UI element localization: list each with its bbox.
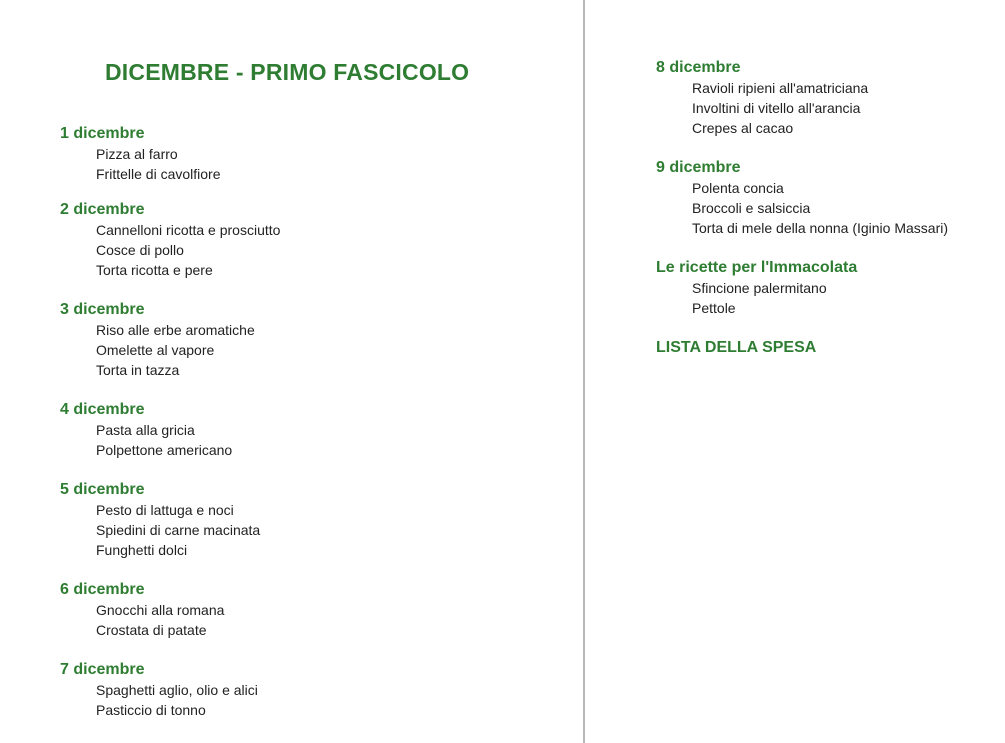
- recipe-item: Torta di mele della nonna (Iginio Massari): [692, 220, 949, 236]
- section-heading: 6 dicembre: [60, 581, 145, 598]
- recipe-item: Torta ricotta e pere: [96, 262, 213, 278]
- section-heading: Le ricette per l'Immacolata: [656, 259, 858, 276]
- recipe-item: Crostata di patate: [96, 622, 207, 638]
- day-section-6: [60, 580, 224, 640]
- section-heading: 2 dicembre: [60, 201, 145, 218]
- recipe-item: Pasta alla gricia: [96, 422, 195, 438]
- day-section-7: [60, 660, 258, 720]
- recipe-item: Broccoli e salsiccia: [692, 200, 811, 216]
- day-section-3: [60, 300, 255, 380]
- day-section-8: [656, 58, 868, 138]
- recipe-list: [60, 220, 280, 280]
- recipe-item: Riso alle erbe aromatiche: [96, 322, 255, 338]
- recipe-list: [656, 78, 868, 138]
- right-page: [585, 0, 1005, 743]
- recipe-item: Cannelloni ricotta e prosciutto: [96, 222, 281, 238]
- recipe-item: Pesto di lattuga e noci: [96, 502, 234, 518]
- recipe-item: Sfincione palermitano: [692, 280, 827, 296]
- recipe-list: [656, 278, 857, 318]
- shopping-list-section: [656, 338, 816, 358]
- section-heading: 1 dicembre: [60, 125, 145, 142]
- recipe-item: Crepes al cacao: [692, 120, 794, 136]
- recipe-list: [60, 420, 232, 460]
- recipe-item: Cosce di pollo: [96, 242, 184, 258]
- section-heading: 9 dicembre: [656, 159, 741, 176]
- day-section-9: [656, 158, 948, 238]
- section-heading: 8 dicembre: [656, 59, 741, 76]
- recipe-list: [60, 500, 260, 560]
- recipe-item: Torta in tazza: [96, 362, 180, 378]
- recipe-item: Funghetti dolci: [96, 542, 188, 558]
- day-section-2: [60, 200, 280, 280]
- recipe-item: Polenta concia: [692, 180, 784, 196]
- recipe-item: Spiedini di carne macinata: [96, 522, 261, 538]
- section-heading: 5 dicembre: [60, 481, 145, 498]
- recipe-list: [60, 144, 221, 184]
- recipe-item: Gnocchi alla romana: [96, 602, 225, 618]
- recipe-list: [60, 600, 224, 640]
- section-heading: 4 dicembre: [60, 401, 145, 418]
- recipe-item: Polpettone americano: [96, 442, 233, 458]
- day-section-4: [60, 400, 232, 460]
- document-title: DICEMBRE - PRIMO FASCICOLO: [105, 59, 470, 85]
- recipe-item: Pettole: [692, 300, 736, 316]
- shopping-list-heading: LISTA DELLA SPESA: [656, 339, 817, 356]
- recipe-list: [60, 680, 258, 720]
- section-heading: 7 dicembre: [60, 661, 145, 678]
- recipe-item: Ravioli ripieni all'amatriciana: [692, 80, 869, 96]
- recipe-item: Spaghetti aglio, olio e alici: [96, 682, 258, 698]
- recipe-item: Omelette al vapore: [96, 342, 215, 358]
- recipe-item: Involtini di vitello all'arancia: [692, 100, 861, 116]
- day-section-1: [60, 124, 221, 184]
- day-section-5: [60, 480, 260, 560]
- recipe-list: [656, 178, 948, 238]
- recipe-item: Frittelle di cavolfiore: [96, 166, 221, 182]
- recipe-item: Pizza al farro: [96, 146, 178, 162]
- recipe-item: Pasticcio di tonno: [96, 702, 206, 718]
- immacolata-section: [656, 258, 857, 318]
- recipe-list: [60, 320, 255, 380]
- section-heading: 3 dicembre: [60, 301, 145, 318]
